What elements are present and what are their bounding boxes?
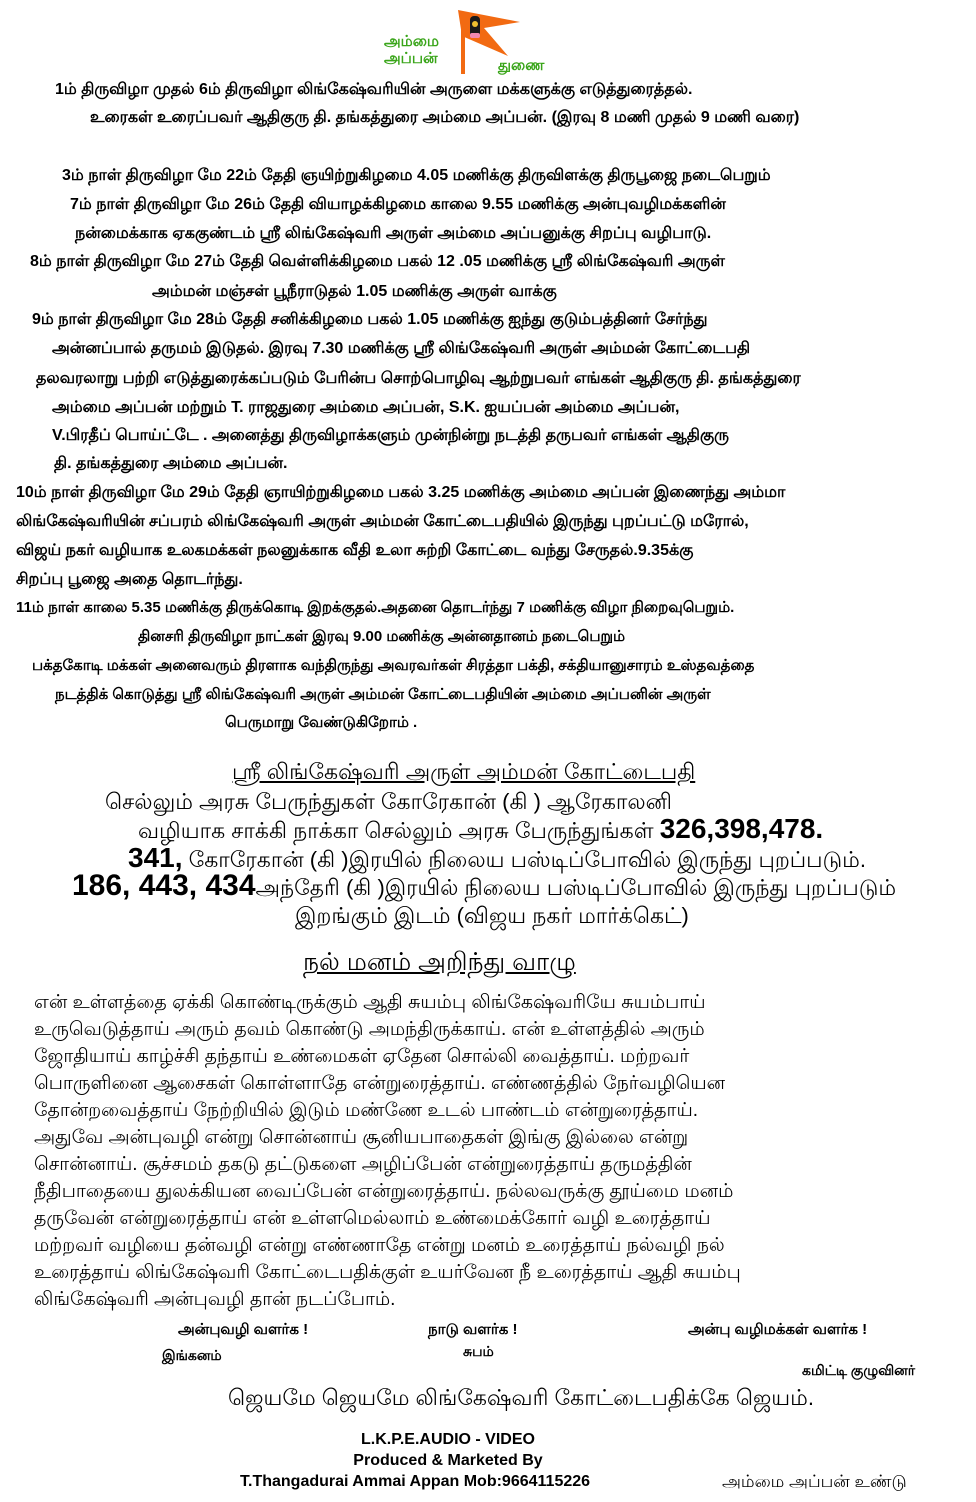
poem-line: அதுவே அன்புவழி என்று சொன்னாய் சூனியபாதைகள் இங்கு இல்லை என்று — [34, 1127, 689, 1148]
bus-numbers: 186, 443, 434 — [72, 869, 256, 902]
schedule-line: 7ம் நாள் திருவிழா மே 26ம் தேதி வியாழக்கிழமை காலை 9.55 மணிக்கு அன்புவழிமக்களின் — [70, 196, 726, 213]
schedule-line: பெருமாறு வேண்டுகிறோம் . — [225, 714, 418, 731]
schedule-line: பக்தகோடி மக்கள் அனைவரும் திரளாக வந்திருந்து அவரவர்கள் சிரத்தா பக்தி, சக்தியானுசாரம் உஸ்தவத்தை — [32, 657, 755, 674]
schedule-line: சிறப்பு பூஜை அதை தொடர்ந்து. — [16, 571, 243, 588]
poem-line: பொருளினை ஆசைகள் கொள்ளாதே என்றுரைத்தாய். எண்ணத்தில் நேர்வழியென — [34, 1073, 726, 1094]
schedule-line: 9ம் நாள் திருவிழா மே 28ம் தேதி சனிக்கிழமை பகல் 1.05 மணிக்கு ஐந்து குடும்பத்தினர் சேர்ந்து — [32, 311, 708, 328]
directions-line-5: இறங்கும் இடம் (விஜய நகர் மார்க்கெட்) — [295, 903, 689, 928]
schedule-line: 8ம் நாள் திருவிழா மே 27ம் தேதி வெள்ளிக்கிழமை பகல் 12 .05 மணிக்கு ஸ்ரீ லிங்கேஷ்வரி அருள் — [30, 253, 725, 270]
directions-text: அந்தேரி (கி )இரயில் நிலைய பஸ்டிப்போவில் இருந்து புறப்படும் — [255, 875, 897, 900]
poem-line: நீதிபாதையை துலக்கியன வைப்பேன் என்றுரைத்தாய். நல்லவருக்கு தூய்மை மனம் — [34, 1181, 734, 1202]
schedule-line: தினசரி திருவிழா நாட்கள் இரவு 9.00 மணிக்கு அன்னதானம் நடைபெறும் — [138, 628, 626, 645]
schedule-line: தலவரலாறு பற்றி எடுத்துரைக்கப்படும் பேரின்ப சொற்பொழிவு ஆற்றுபவர் எங்கள் ஆதிகுரு தி. தங்கத்துரை — [36, 370, 801, 387]
footer-company: L.K.P.E.AUDIO - VIDEO — [361, 1431, 535, 1448]
schedule-line: நடத்திக் கொடுத்து ஸ்ரீ லிங்கேஷ்வரி அருள் அம்மன் கோட்டைபதியின் அம்மை அப்பனின் அருள் — [55, 686, 711, 703]
poem-line: உருவெடுத்தாய் அரும் தவம் கொண்டு அமந்திருக்காய். என் உள்ளத்தில் அரும் — [34, 1019, 705, 1040]
schedule-line: அன்னப்பால் தருமம் இடுதல். இரவு 7.30 மணிக்கு ஸ்ரீ லிங்கேஷ்வரி அருள் அம்மன் கோட்டைபதி — [52, 340, 751, 357]
schedule-line: அம்மை அப்பன் மற்றும் T. ராஜதுரை அம்மை அப்பன், S.K. ஐயப்பன் அம்மை அப்பன், — [52, 399, 680, 416]
bus-numbers: 341, — [128, 842, 183, 873]
victory-line: ஜெயமே ஜெயமே லிங்கேஷ்வரி கோட்டைபதிக்கே ஜெயம். — [228, 1385, 814, 1410]
intro-line-1: 1ம் திருவிழா முதல் 6ம் திருவிழா லிங்கேஷ்வரியின் அருளை மக்களுக்கு எடுத்துரைத்தல். — [55, 81, 693, 98]
directions-title: ஸ்ரீ லிங்கேஷ்வரி அருள் அம்மன் கோட்டைபதி — [232, 759, 696, 784]
closing-subam: சுபம் — [463, 1343, 494, 1359]
poem-line: தருவேன் என்றுரைத்தாய் என் உள்ளமெல்லாம் உண்மைக்கோர் வழி உரைத்தாய் — [34, 1208, 711, 1229]
directions-text: வழியாக சாக்கி நாக்கா செல்லும் அரசு பேருந்துங்கள் — [138, 818, 660, 843]
header-logo — [380, 4, 545, 74]
closing-ingnanam: இங்கனம் — [162, 1347, 222, 1363]
schedule-line: தி. தங்கத்துரை அம்மை அப்பன். — [54, 455, 288, 472]
slogan-2: நாடு வளர்க ! — [428, 1321, 518, 1338]
schedule-line: 3ம் நாள் திருவிழா மே 22ம் தேதி ஞயிற்றுகிழமை 4.05 மணிக்கு திருவிளக்கு திருபூஜை நடைபெறும் — [62, 167, 771, 184]
schedule-line: V.பிரதீப் பொய்ட்டே . அனைத்து திருவிழாக்களும் முன்நின்று நடத்தி தருபவர் எங்கள் ஆதிகுரு — [52, 427, 729, 444]
directions-line-2 — [138, 815, 823, 845]
schedule-line: 11ம் நாள் காலை 5.35 மணிக்கு திருக்கொடி இறக்குதல்.அதனை தொடர்ந்து 7 மணிக்கு விழா நிறைவுபெறும். — [16, 599, 735, 616]
logo-text-appan: அப்பன் — [384, 50, 438, 67]
directions-line-1: செல்லும் அரசு பேருந்துகள் கோரேகான் (கி ) ஆரேகாலனி — [105, 789, 672, 814]
poem-title: நல் மனம் அறிந்து வாழு — [303, 948, 576, 976]
poem-line: மற்றவர் வழியை தன்வழி என்று எண்ணாதே என்று மனம் உரைத்தாய் நல்வழி நல் — [34, 1235, 725, 1256]
slogan-1: அன்புவழி வளர்க ! — [178, 1321, 309, 1338]
slogan-3: அன்பு வழிமக்கள் வளர்க ! — [688, 1321, 868, 1338]
schedule-line: லிங்கேஷ்வரியின் சப்பரம் லிங்கேஷ்வரி அருள் அம்மன் கோட்டைபதியில் இருந்து புறப்பட்டு மரோல், — [16, 513, 749, 530]
directions-line-4 — [72, 869, 897, 902]
footer-contact: T.Thangadurai Ammai Appan Mob:9664115226 — [240, 1473, 591, 1490]
directions-text: கோரேகான் (கி )இரயில் நிலைய பஸ்டிப்போவில் இருந்து புறப்படும். — [182, 847, 866, 872]
poem-line: தோன்றவைத்தாய் நேற்றியில் இடும் மண்ணே உடல் பாண்டம் என்றுரைத்தாய். — [34, 1100, 699, 1121]
logo-text-thunai: துணை — [498, 57, 545, 74]
poem-line: என் உள்ளத்தை ஏக்கி கொண்டிருக்கும் ஆதி சுயம்பு லிங்கேஷ்வரியே சுயம்பாய் — [34, 992, 706, 1013]
bus-numbers: 326,398,478. — [659, 813, 824, 844]
schedule-line: விஜய் நகர் வழியாக உலகமக்கள் நலனுக்காக வீதி உலா சுற்றி கோட்டை வந்து சேருதல்.9.35க்கு — [16, 542, 694, 559]
intro-line-2: உரைகள் உரைப்பவர் ஆதிகுரு தி. தங்கத்துரை அம்மை அப்பன். (இரவு 8 மணி முதல் 9 மணி வரை) — [90, 109, 800, 126]
poem-line: உரைத்தாய் லிங்கேஷ்வரி கோட்டைபதிக்குள் உயர்வேன நீ உரைத்தாய் ஆதி சுயம்பு — [34, 1262, 741, 1283]
poem-line: சொன்னாய். சூச்சமம் தகடு தட்டுகளை அழிப்பேன் என்றுரைத்தாய் தருமத்தின் — [34, 1154, 692, 1175]
footer-right-text: அம்மை அப்பன் உண்டு — [722, 1472, 907, 1491]
committee-signature: கமிட்டி குழுவினர் — [802, 1362, 916, 1378]
schedule-line: நன்மைக்காக ஏககுண்டம் ஸ்ரீ லிங்கேஷ்வரி அருள் அம்மை அப்பனுக்கு சிறப்பு வழிபாடு. — [75, 225, 712, 242]
footer-produced-by: Produced & Marketed By — [353, 1452, 543, 1469]
schedule-line: அம்மன் மஞ்சள் பூநீராடுதல் 1.05 மணிக்கு அருள் வாக்கு — [152, 283, 557, 300]
schedule-line: 10ம் நாள் திருவிழா மே 29ம் தேதி ஞாயிற்றுகிழமை பகல் 3.25 மணிக்கு அம்மை அப்பன் இணைந்து அம்மா — [16, 484, 786, 501]
poem-line: லிங்கேஷ்வரி அன்புவழி தான் நடப்போம். — [34, 1289, 396, 1310]
logo-text-ammai: அம்மை — [384, 33, 440, 50]
poem-line: ஜோதியாய் காழ்ச்சி தந்தாய் உண்மைகள் ஏதேன சொல்லி வைத்தாய். மற்றவர் — [34, 1046, 690, 1067]
